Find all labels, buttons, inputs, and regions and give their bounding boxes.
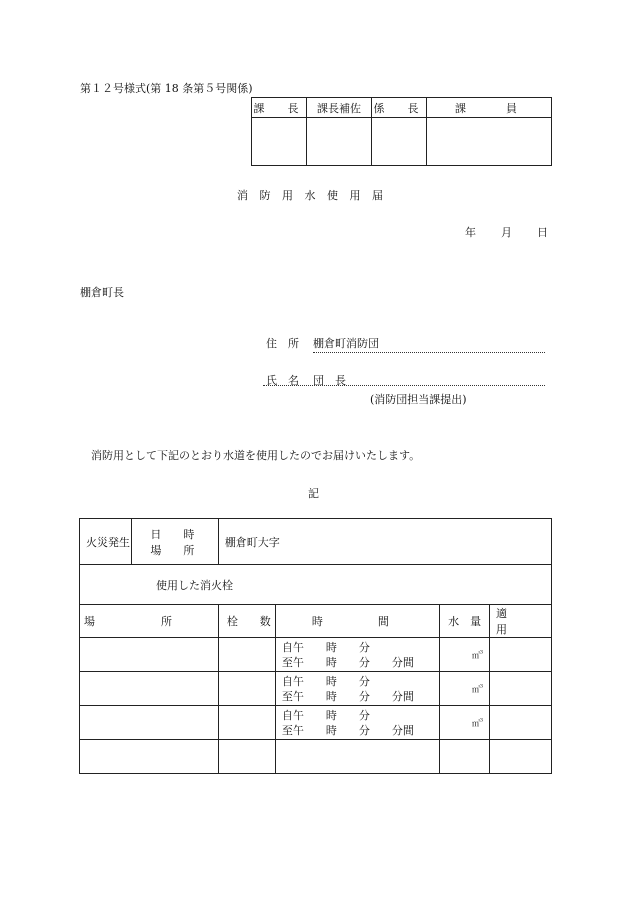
approval-stamp-table bbox=[251, 97, 552, 166]
submission-note: (消防団担当課提出) bbox=[370, 393, 467, 406]
fire-place-value[interactable]: 棚倉町大字 bbox=[218, 519, 551, 565]
col-count: 栓 数 bbox=[218, 605, 275, 638]
hydrant-label: 使用した消火栓 bbox=[80, 565, 552, 605]
table-row bbox=[80, 638, 552, 672]
address-value[interactable]: 棚倉町消防団 bbox=[313, 337, 379, 350]
datetime-label: 日 時 bbox=[150, 527, 195, 541]
date-day: 日 bbox=[537, 226, 548, 239]
place-cell[interactable] bbox=[80, 740, 219, 774]
water-cell[interactable] bbox=[440, 672, 490, 706]
table-row bbox=[80, 740, 552, 774]
name-line bbox=[263, 385, 545, 386]
stamp-box[interactable] bbox=[372, 118, 427, 166]
time-from: 自午 時 分 bbox=[281, 708, 370, 722]
stamp-box[interactable] bbox=[252, 118, 307, 166]
date-month: 月 bbox=[501, 226, 512, 239]
approval-header-deputy-chief: 課長補佐 bbox=[307, 98, 372, 118]
note-cell[interactable] bbox=[490, 740, 552, 774]
time-cell[interactable] bbox=[275, 706, 439, 740]
col-time: 時 間 bbox=[275, 605, 439, 638]
time-to: 至午 時 分 分間 bbox=[281, 689, 414, 703]
unit-superscript: 3 bbox=[479, 717, 483, 724]
datetime-place-labels bbox=[132, 519, 218, 565]
table-row bbox=[80, 706, 552, 740]
time-to: 至午 時 分 分間 bbox=[281, 655, 414, 669]
time-cell[interactable] bbox=[275, 740, 439, 774]
water-cell[interactable] bbox=[440, 638, 490, 672]
approval-header-subsection-chief: 係 長 bbox=[372, 98, 427, 118]
water-cell[interactable] bbox=[440, 706, 490, 740]
name-label: 氏 名 bbox=[266, 374, 299, 387]
approval-header-staff: 課 員 bbox=[427, 98, 552, 118]
form-number: 第１２号様式(第 18 条第５号関係) bbox=[80, 82, 253, 95]
unit-superscript: 3 bbox=[479, 683, 483, 690]
time-cell[interactable] bbox=[275, 638, 439, 672]
address-line bbox=[313, 352, 545, 353]
stamp-box[interactable] bbox=[427, 118, 552, 166]
address-label: 住 所 bbox=[266, 337, 299, 350]
statement: 消防用として下記のとおり水道を使用したのでお届けいたします。 bbox=[91, 449, 421, 462]
col-place: 場 所 bbox=[80, 605, 219, 638]
note-cell[interactable] bbox=[490, 706, 552, 740]
time-cell[interactable] bbox=[275, 672, 439, 706]
count-cell[interactable] bbox=[218, 740, 275, 774]
cubic-meter-unit: ㎥ bbox=[471, 651, 480, 660]
col-water: 水 量 bbox=[440, 605, 490, 638]
cubic-meter-unit: ㎥ bbox=[471, 685, 480, 694]
time-to: 至午 時 分 分間 bbox=[281, 723, 414, 737]
unit-superscript: 3 bbox=[479, 649, 483, 656]
time-from: 自午 時 分 bbox=[281, 640, 370, 654]
table-row bbox=[80, 672, 552, 706]
cubic-meter-unit: ㎥ bbox=[471, 719, 480, 728]
col-note: 適 用 bbox=[490, 605, 552, 638]
stamp-box[interactable] bbox=[307, 118, 372, 166]
date-year: 年 bbox=[465, 226, 476, 239]
count-cell[interactable] bbox=[218, 672, 275, 706]
place-label: 場 所 bbox=[150, 543, 195, 557]
usage-table bbox=[79, 518, 552, 774]
water-cell[interactable] bbox=[440, 740, 490, 774]
count-cell[interactable] bbox=[218, 638, 275, 672]
note-cell[interactable] bbox=[490, 638, 552, 672]
approval-header-section-chief: 課 長 bbox=[252, 98, 307, 118]
place-cell[interactable] bbox=[80, 672, 219, 706]
count-cell[interactable] bbox=[218, 706, 275, 740]
document-title: 消 防 用 水 使 用 届 bbox=[237, 189, 387, 202]
name-value[interactable]: 団 長 bbox=[313, 374, 346, 387]
time-from: 自午 時 分 bbox=[281, 674, 370, 688]
note-cell[interactable] bbox=[490, 672, 552, 706]
ki-heading: 記 bbox=[308, 487, 319, 500]
place-cell[interactable] bbox=[80, 638, 219, 672]
place-cell[interactable] bbox=[80, 706, 219, 740]
addressee: 棚倉町長 bbox=[80, 286, 124, 299]
fire-label: 火災発生 bbox=[80, 519, 132, 565]
